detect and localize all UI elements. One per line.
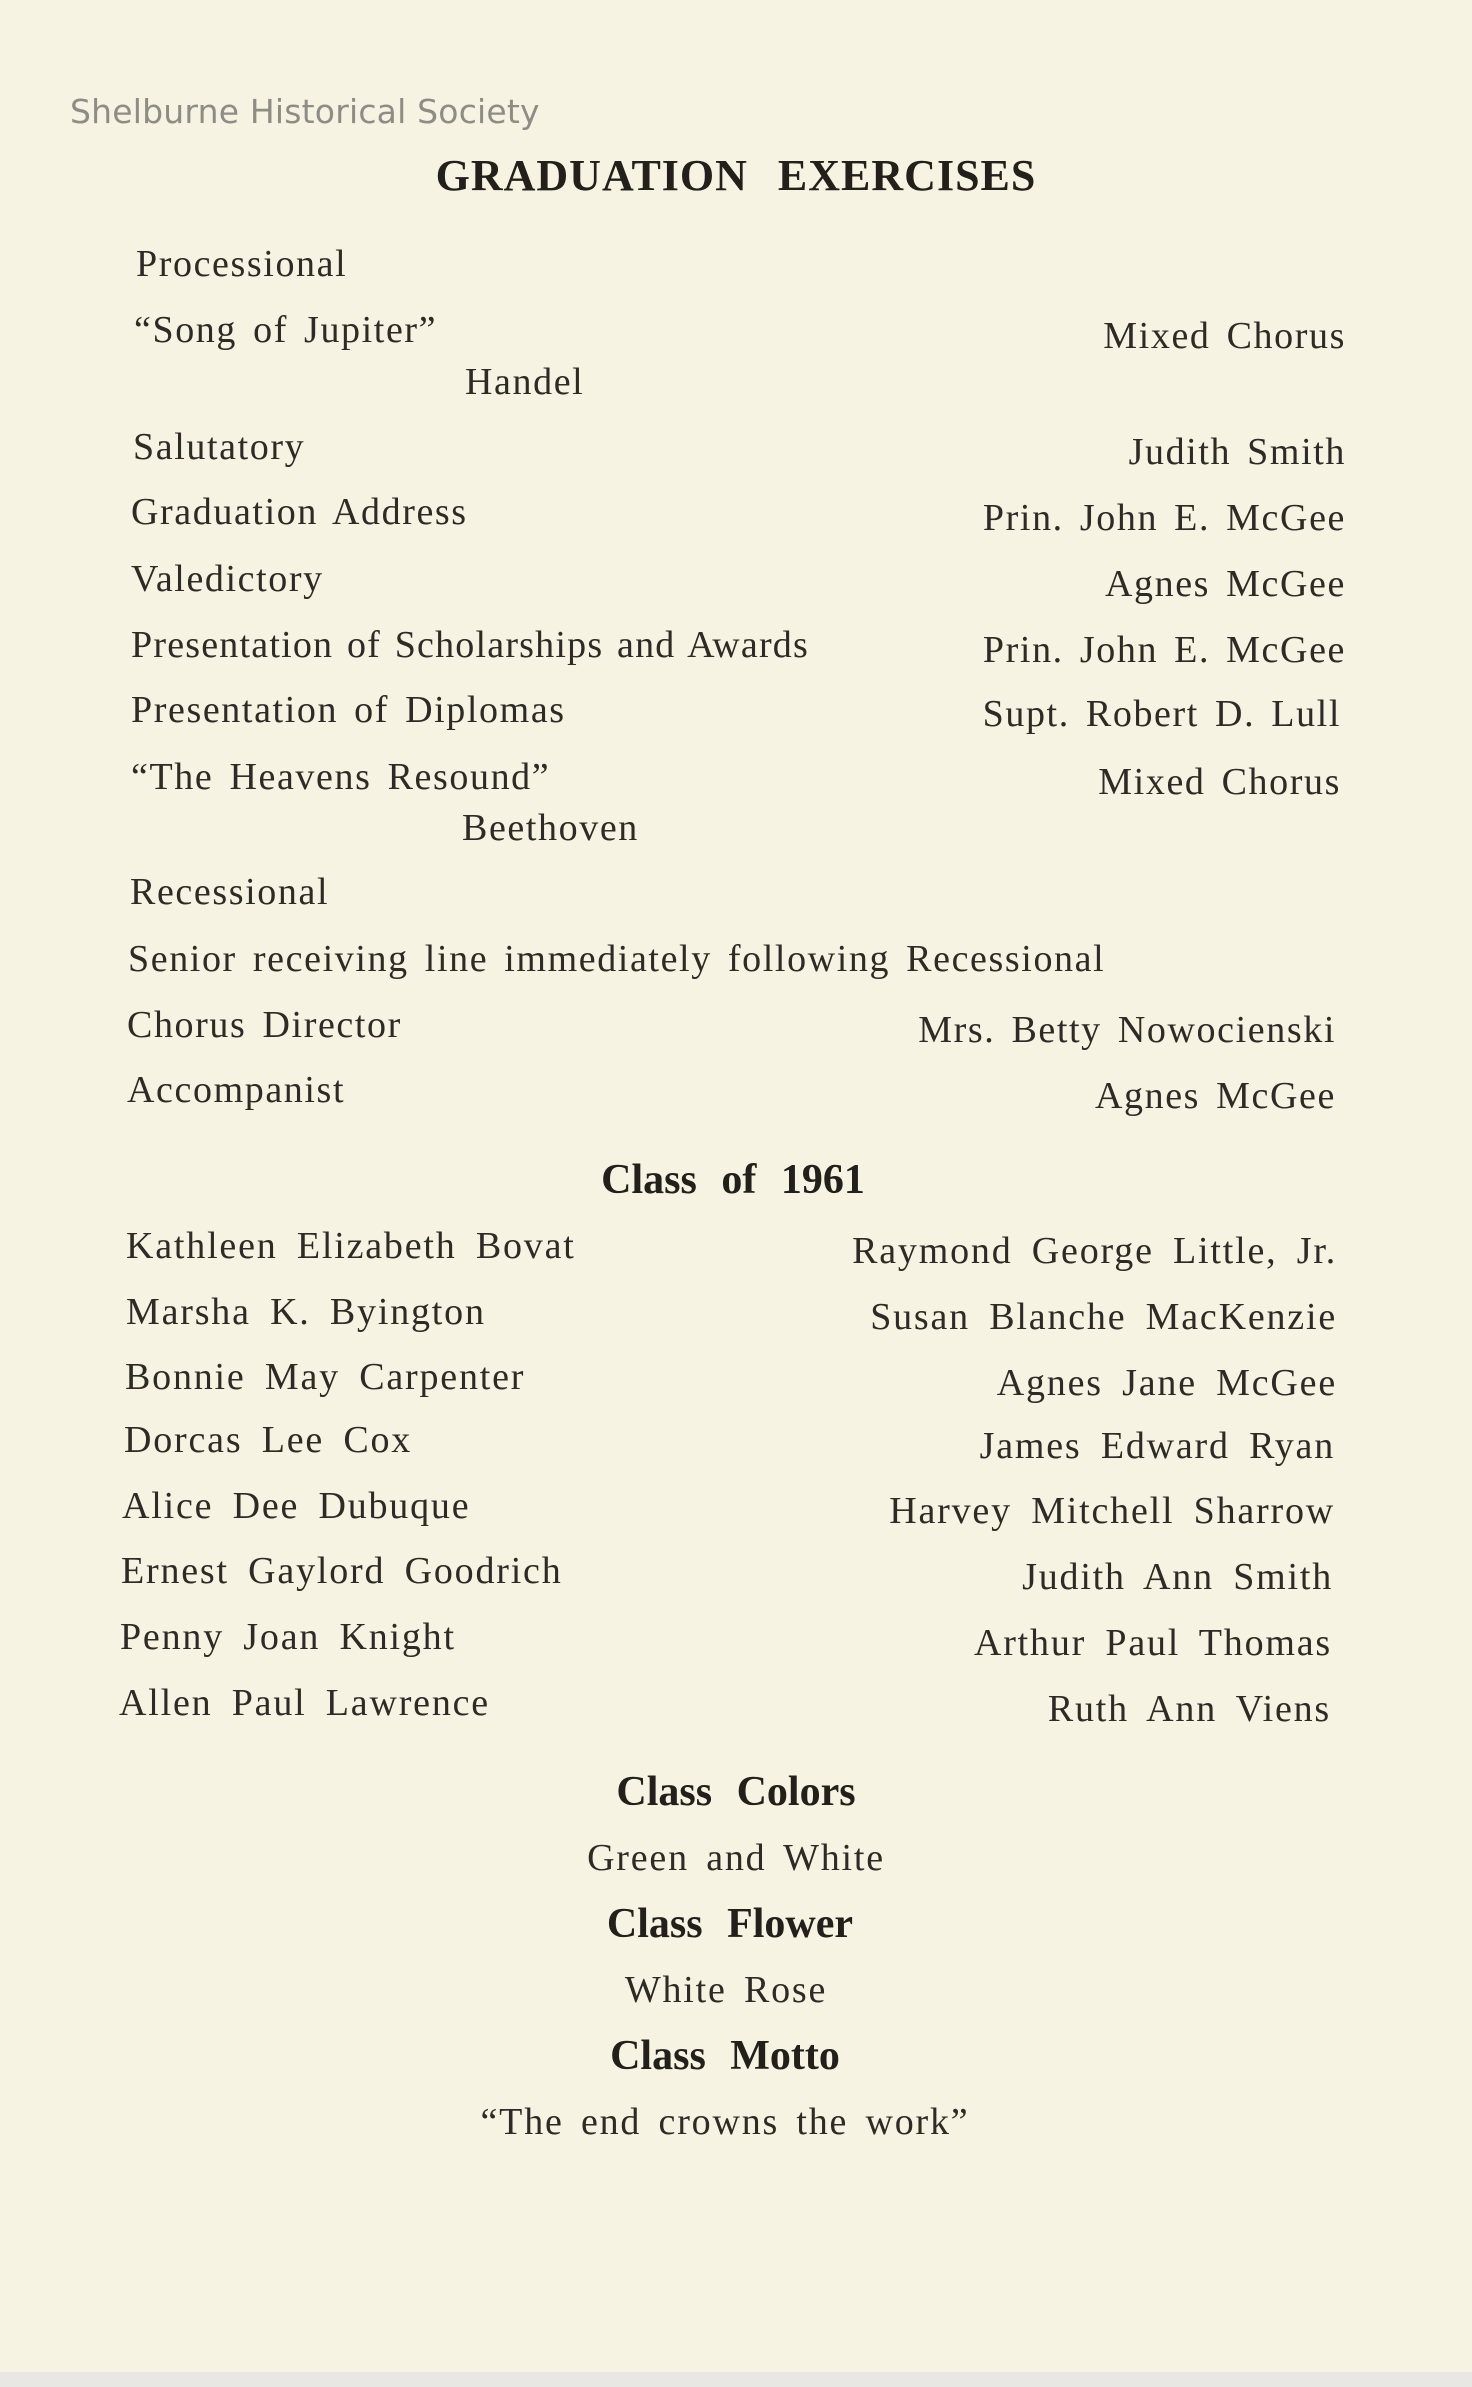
performer-mixed-chorus-2: Mixed Chorus [1098,761,1341,803]
program-item-salutatory: Salutatory [133,426,306,468]
program-item-valedictory: Valedictory [131,558,324,600]
list-item: Ruth Ann Viens [1047,1688,1331,1730]
program-item-heavens-resound: “The Heavens Resound” [131,756,551,798]
program-item-processional: Processional [136,243,348,285]
program-item-recessional: Recessional [130,871,330,913]
list-item: Alice Dee Dubuque [122,1485,471,1527]
class-heading: Class of 1961 [601,1157,865,1203]
class-motto-heading: Class Motto [610,2033,840,2079]
class-motto-value: “The end crowns the work” [480,2101,970,2143]
program-item-graduation-address: Graduation Address [131,491,468,533]
list-item: Dorcas Lee Cox [124,1419,413,1461]
accompanist-name: Agnes McGee [1094,1075,1336,1117]
list-item: Marsha K. Byington [126,1291,486,1333]
chorus-director-name: Mrs. Betty Nowocienski [918,1009,1336,1051]
performer-valedictory: Agnes McGee [1104,563,1346,605]
chorus-director-label: Chorus Director [127,1004,402,1046]
watermark: Shelburne Historical Society [70,92,540,131]
list-item: Penny Joan Knight [120,1616,456,1658]
class-flower-heading: Class Flower [606,1901,854,1947]
list-item: Susan Blanche MacKenzie [870,1296,1337,1338]
program-item-scholarships: Presentation of Scholarships and Awards [131,624,809,666]
class-flower-value: White Rose [624,1969,828,2011]
composer-beethoven: Beethoven [462,807,639,849]
accompanist-label: Accompanist [127,1069,346,1111]
list-item: Kathleen Elizabeth Bovat [126,1225,576,1267]
list-item: Agnes Jane McGee [996,1362,1337,1404]
class-colors-heading: Class Colors [616,1769,856,1815]
class-colors-value: Green and White [587,1837,885,1879]
page-title: GRADUATION EXERCISES [435,151,1037,200]
performer-scholarships: Prin. John E. McGee [982,629,1346,671]
list-item: James Edward Ryan [979,1425,1335,1467]
list-item: Ernest Gaylord Goodrich [121,1550,563,1592]
list-item: Raymond George Little, Jr. [852,1230,1337,1272]
list-item: Bonnie May Carpenter [125,1356,526,1398]
list-item: Allen Paul Lawrence [119,1682,490,1724]
program-item-song-of-jupiter: “Song of Jupiter” [134,309,438,351]
list-item: Harvey Mitchell Sharrow [889,1490,1335,1532]
scan-edge [0,2372,1472,2387]
composer-handel: Handel [465,361,585,403]
program-item-diplomas: Presentation of Diplomas [131,689,566,731]
receiving-line-note: Senior receiving line immediately following Recessional [128,938,1106,980]
list-item: Arthur Paul Thomas [973,1622,1332,1664]
performer-diplomas: Supt. Robert D. Lull [982,693,1341,735]
performer-salutatory: Judith Smith [1128,431,1346,473]
performer-mixed-chorus-1: Mixed Chorus [1103,315,1346,357]
list-item: Judith Ann Smith [1022,1556,1333,1598]
performer-graduation-address: Prin. John E. McGee [982,497,1346,539]
